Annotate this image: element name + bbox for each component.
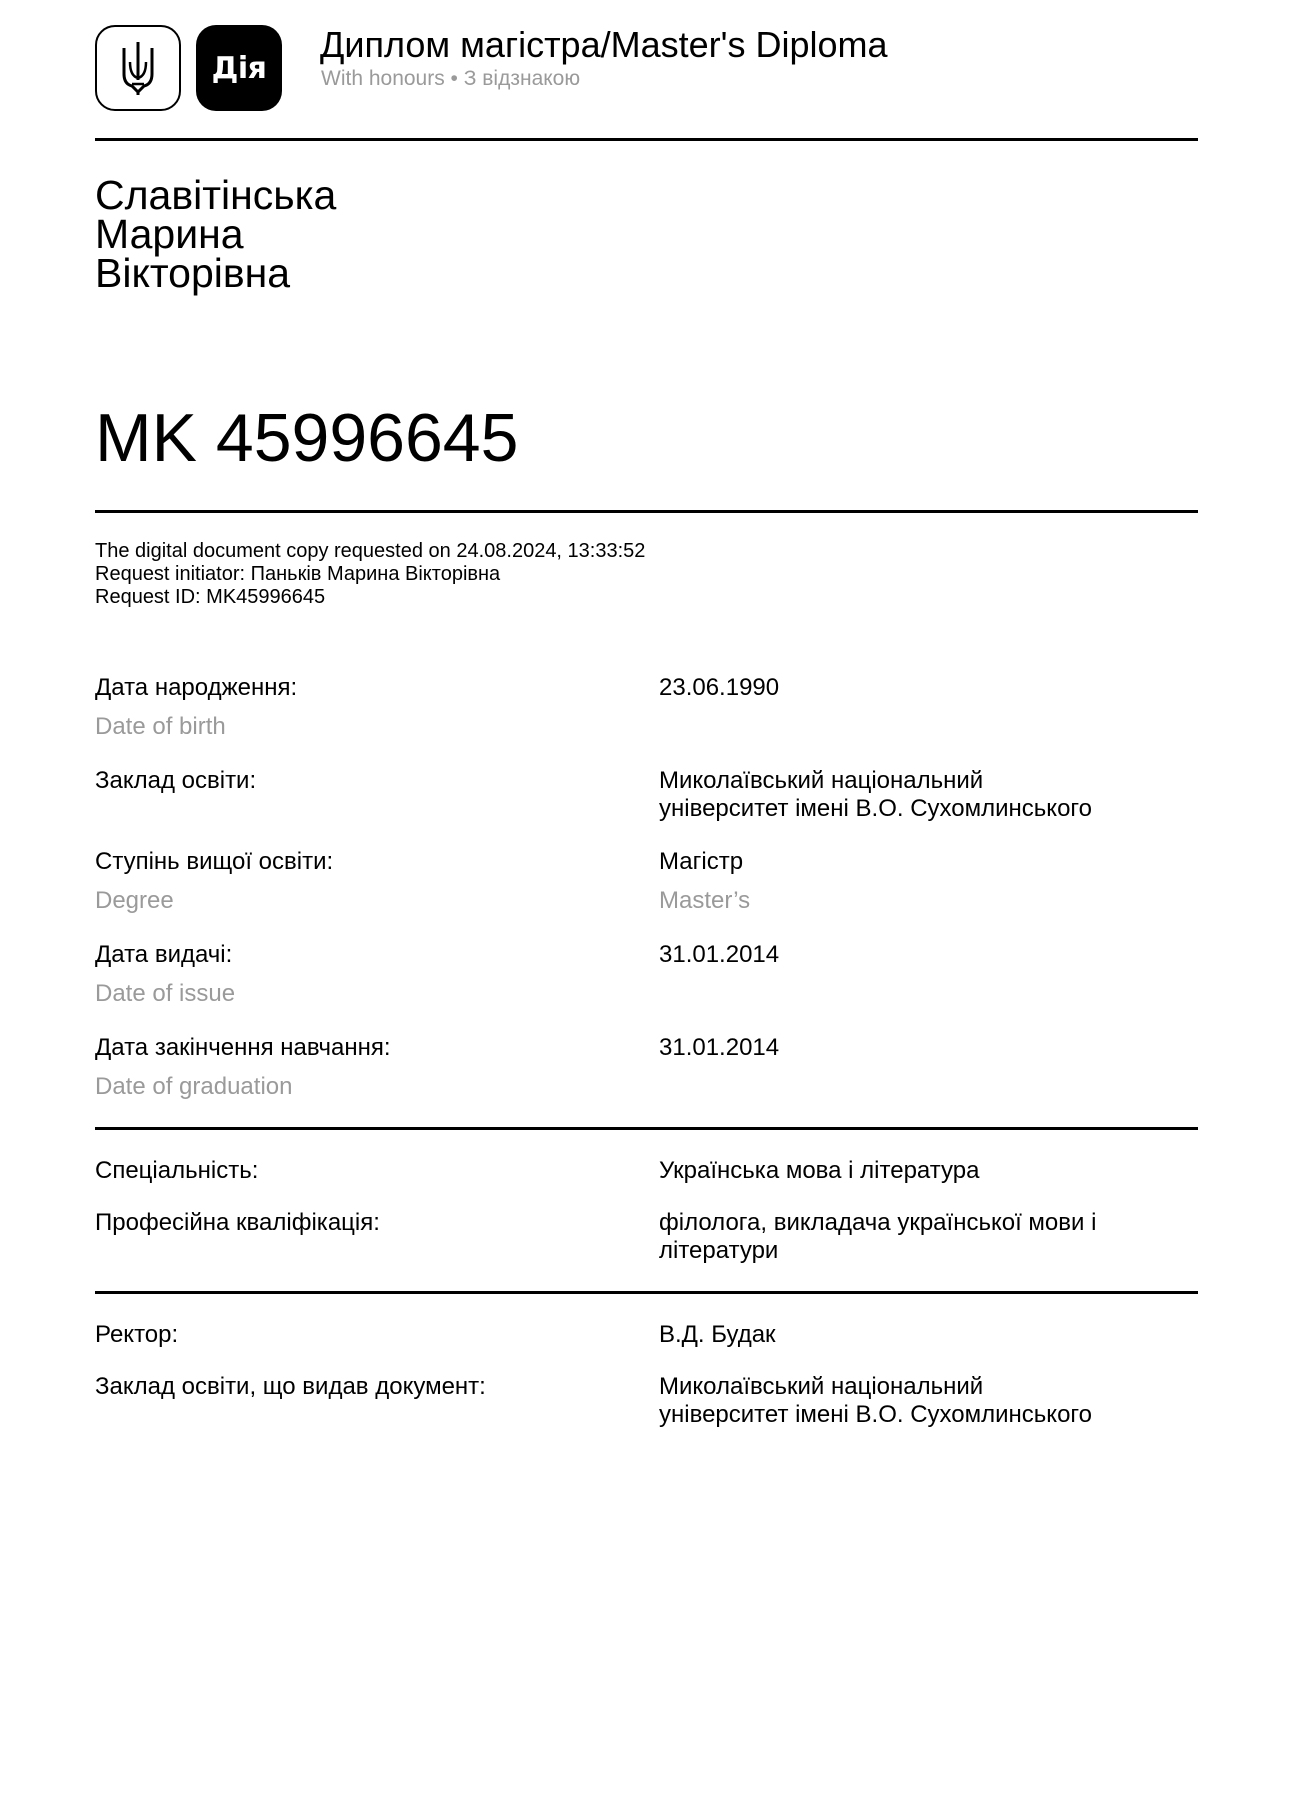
institution-value-line1: Миколаївський національний bbox=[659, 767, 984, 794]
issue-date-value: 31.01.2014 bbox=[659, 941, 780, 968]
birth-date-label: Дата народження: bbox=[95, 674, 298, 701]
request-initiator: Request initiator: Паньків Марина Вікторівна bbox=[95, 563, 501, 585]
holder-given-name: Марина bbox=[95, 211, 244, 257]
divider-bottom bbox=[95, 1291, 1198, 1294]
degree-label-en: Degree bbox=[95, 887, 174, 914]
issuer-value-line2: університет імені В.О. Сухомлинського bbox=[659, 1401, 1092, 1428]
graduation-date-label-en: Date of graduation bbox=[95, 1073, 293, 1100]
request-info bbox=[95, 540, 645, 609]
qualification-value-line1: філолога, викладача української мови і bbox=[659, 1209, 1097, 1236]
document-subtitle: With honours • З відзнакою bbox=[321, 67, 581, 90]
degree-value-en: Master’s bbox=[659, 887, 751, 914]
graduation-date-value: 31.01.2014 bbox=[659, 1034, 780, 1061]
diploma-document bbox=[95, 0, 1198, 1807]
divider-middle bbox=[95, 1127, 1198, 1130]
trident-logo bbox=[95, 25, 181, 111]
document-number: MK 45996645 bbox=[95, 400, 519, 476]
diia-logo-text: Дія bbox=[211, 50, 267, 86]
document-title: Диплом магістра/Master's Diploma bbox=[320, 24, 888, 65]
birth-date-label-en: Date of birth bbox=[95, 713, 226, 740]
request-date: The digital document copy requested on 24.08.2024, 13:33:52 bbox=[95, 540, 646, 562]
degree-label: Ступінь вищої освіти: bbox=[95, 848, 334, 875]
rector-value: В.Д. Будак bbox=[659, 1321, 776, 1348]
specialty-label: Спеціальність: bbox=[95, 1157, 259, 1184]
qualification-label: Професійна кваліфікація: bbox=[95, 1209, 380, 1236]
issue-date-label: Дата видачі: bbox=[95, 941, 233, 968]
specialty-value: Українська мова і література bbox=[659, 1157, 980, 1184]
divider-top bbox=[95, 138, 1198, 141]
holder-patronymic: Вікторівна bbox=[95, 250, 291, 296]
graduation-date-label: Дата закінчення навчання: bbox=[95, 1034, 391, 1061]
birth-date-value: 23.06.1990 bbox=[659, 674, 780, 701]
issuer-label: Заклад освіти, що видав документ: bbox=[95, 1373, 486, 1400]
institution-label: Заклад освіти: bbox=[95, 767, 257, 794]
issuer-value-line1: Миколаївський національний bbox=[659, 1373, 984, 1400]
institution-value-line2: університет імені В.О. Сухомлинського bbox=[659, 795, 1092, 822]
qualification-value-line2: літератури bbox=[659, 1237, 779, 1264]
diia-logo bbox=[196, 25, 282, 111]
issue-date-label-en: Date of issue bbox=[95, 980, 236, 1007]
trident-icon bbox=[118, 40, 158, 96]
request-id: Request ID: MK45996645 bbox=[95, 586, 326, 608]
document-header bbox=[95, 25, 1198, 115]
holder-name bbox=[95, 172, 337, 296]
degree-value: Магістр bbox=[659, 848, 744, 875]
holder-surname: Славітінська bbox=[95, 172, 337, 218]
rector-label: Ректор: bbox=[95, 1321, 179, 1348]
divider-number bbox=[95, 510, 1198, 513]
